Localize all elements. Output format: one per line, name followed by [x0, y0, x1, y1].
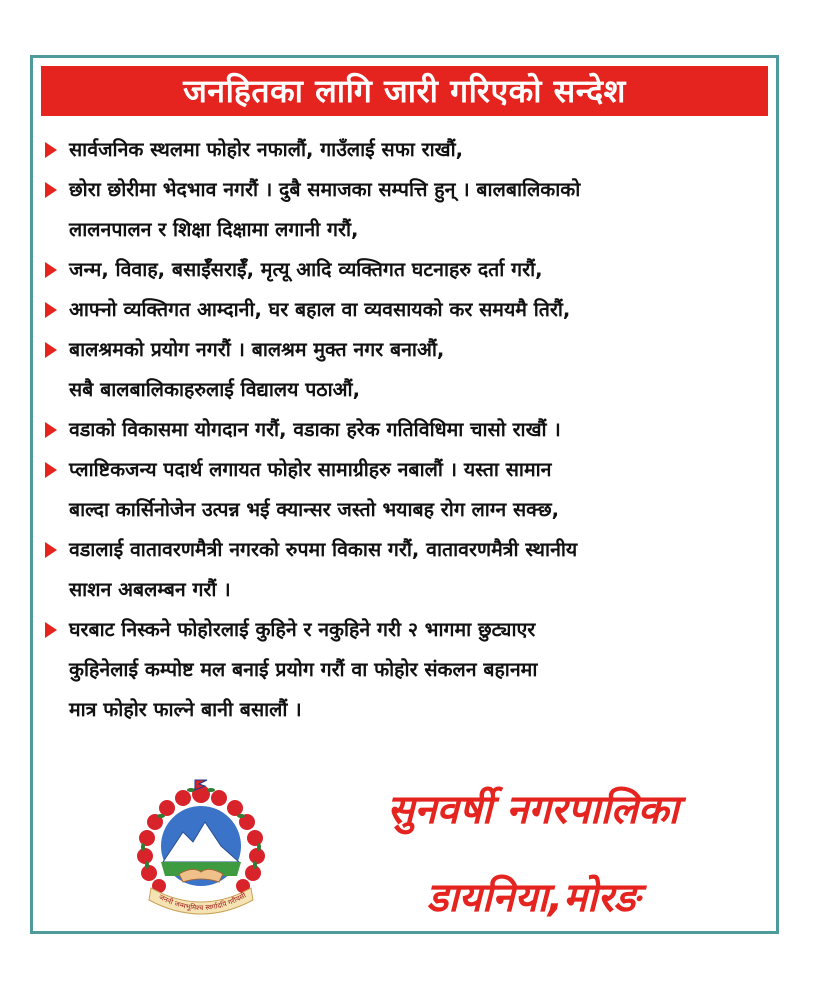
- issuer-block: [313, 780, 753, 928]
- message-line: लालनपालन र शिक्षा दिक्षामा लगानी गरौं,: [69, 218, 359, 241]
- triangle-bullet-icon: [45, 342, 57, 358]
- triangle-bullet-icon: [45, 182, 57, 198]
- message-line: बाल्दा कार्सिनोजेन उत्पन्न भई क्यान्सर जस्तो भयाबह रोग लाग्न सक्छ,: [69, 498, 560, 521]
- message-line: छोरा छोरीमा भेदभाव नगरौं । दुबै समाजका सम्पत्ति हुन् । बालबालिकाको: [69, 178, 581, 201]
- message-item: [43, 170, 768, 250]
- message-item: [43, 450, 768, 530]
- message-item: [43, 250, 768, 290]
- message-line: सार्वजनिक स्थलमा फोहोर नफालौं, गाउँलाई सफा राखौं,: [69, 138, 464, 161]
- message-list: [43, 130, 768, 730]
- message-line: सबै बालबालिकाहरुलाई विद्यालय पठाऔं,: [69, 378, 360, 401]
- message-line: घरबाट निस्कने फोहोरलाई कुहिने र नकुहिने गरी २ भागमा छुट्याएर: [69, 618, 536, 641]
- nepal-government-emblem-icon: [121, 776, 281, 926]
- notice-title: जनहितका लागि जारी गरिएको सन्देश: [41, 66, 768, 116]
- message-line: कुहिनेलाई कम्पोष्ट मल बनाई प्रयोग गरौं वा फोहोर संकलन बहानमा: [69, 658, 538, 681]
- message-line: साशन अबलम्बन गरौं ।: [69, 578, 231, 601]
- triangle-bullet-icon: [45, 142, 57, 158]
- svg-text:जननी जन्मभूमिश्च स्वर्गादपि गर: जननी जन्मभूमिश्च स्वर्गादपि गरीयसी: [157, 891, 248, 913]
- triangle-bullet-icon: [45, 462, 57, 478]
- message-line: वडालाई वातावरणमैत्री नगरको रुपमा विकास गरौं, वातावरणमैत्री स्थानीय: [69, 538, 578, 561]
- triangle-bullet-icon: [45, 302, 57, 318]
- triangle-bullet-icon: [45, 622, 57, 638]
- message-line: आफ्नो व्यक्तिगत आम्दानी, घर बहाल वा व्यवसायको कर समयमै तिरौं,: [69, 298, 571, 321]
- message-item: [43, 610, 768, 730]
- emblem-graphic: [121, 776, 281, 926]
- message-item: [43, 130, 768, 170]
- message-item: [43, 330, 768, 410]
- message-line: जन्म, विवाह, बसाईँसराईँ, मृत्यू आदि व्यक्तिगत घटनाहरु दर्ता गरौं,: [69, 258, 543, 281]
- message-item: [43, 290, 768, 330]
- message-line: बालश्रमको प्रयोग नगरौं । बालश्रम मुक्त नगर बनाऔं,: [69, 338, 445, 361]
- triangle-bullet-icon: [45, 262, 57, 278]
- municipality-name: सुनवर्षी नगरपालिका: [387, 787, 679, 833]
- message-line: प्लाष्टिकजन्य पदार्थ लगायत फोहोर सामाग्रीहरु नबालौं । यस्ता सामान: [69, 458, 552, 481]
- message-item: [43, 530, 768, 610]
- triangle-bullet-icon: [45, 542, 57, 558]
- message-line: वडाको विकासमा योगदान गरौं, वडाका हरेक गतिविधिमा चासो राखौं ।: [69, 418, 561, 441]
- triangle-bullet-icon: [45, 422, 57, 438]
- municipality-location: डायनिया,मोरङ: [426, 875, 640, 921]
- notice-frame: [30, 55, 779, 934]
- message-line: मात्र फोहोर फाल्ने बानी बसालौं ।: [69, 698, 302, 721]
- message-item: [43, 410, 768, 450]
